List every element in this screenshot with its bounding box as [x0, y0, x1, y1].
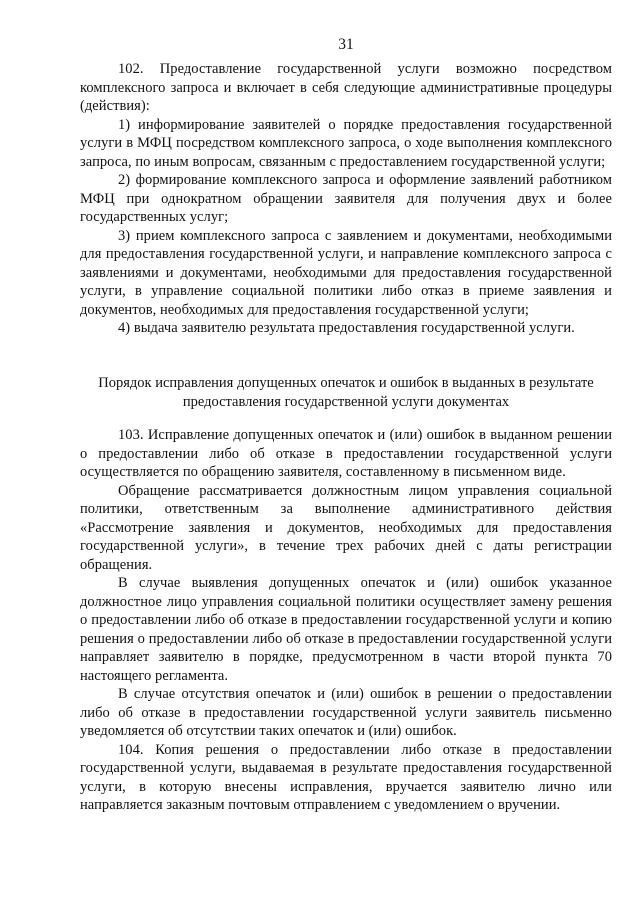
page-number: 31: [338, 36, 354, 53]
section-104-paragraph: 104. Копия решения о предоставлении либо отказе в предоставлении государственной услуги, выдаваемая в результате предоставления государственной услуги, в которую внесены исправления, вручается заявителю лично или направляется заказным почтовым отправлением с уведомлением о вручении.: [80, 741, 612, 813]
section-103: [80, 426, 612, 815]
section-102-intro: 102. Предоставление государственной услуги возможно посредством комплексного запроса и включает в себя следующие административные процедуры (действия):: [80, 61, 612, 114]
section-102-item-2: 2) формирование комплексного запроса и оформление заявлений работником МФЦ при однократном обращении заявителя для получения двух и более государственных услуг;: [80, 172, 612, 225]
section-103-paragraph-2: Обращение рассматривается должностным лицом управления социальной политики, ответственным за выполнение административного действия «Рассмотрение заявления и документов, необходимых для предоставления государственной услуги», в течение трех рабочих дней с даты регистрации обращения.: [80, 482, 612, 573]
section-102-item-4: 4) выдача заявителю результата предоставления государственной услуги.: [118, 320, 575, 336]
section-102: [80, 60, 612, 338]
section-102-item-1: 1) информирование заявителей о порядке предоставления государственной услуги в МФЦ посредством комплексного запроса, о ходе выполнения комплексного запроса, по иным вопросам, связанным с предоставлением государственной услуги;: [80, 116, 612, 170]
section-103-paragraph-3: В случае выявления допущенных опечаток и (или) ошибок указанное должностное лицо управления социальной политики осуществляет замену решения о предоставлении либо об отказе в предоставлении государственной услуги и копию решения о предоставлении либо об отказе в предоставлении государственной услуги направляет заявителю в порядке, предусмотренном в части второй пункта 70 настоящего регламента.: [80, 575, 612, 684]
section-heading: Порядок исправления допущенных опечаток и ошибок в выданных в результате предоставления государственной услуги документах: [98, 375, 594, 410]
section-102-item-3: 3) прием комплексного запроса с заявлением и документами, необходимыми для предоставления государственной услуги, и направление комплексного запроса с заявлениями и документами, необходимыми для предоставления государственной услуги, в управление социальной политики либо отказ в приеме заявления и документов, необходимых для предоставления государственной услуги;: [80, 227, 612, 318]
section-103-paragraph-1: 103. Исправление допущенных опечаток и (или) ошибок в выданном решении о предоставлении либо об отказе в предоставлении государственной услуги осуществляется по обращению заявителя, составленному в письменном виде.: [80, 427, 612, 480]
section-103-paragraph-4: В случае отсутствия опечаток и (или) ошибок в решении о предоставлении либо об отказе в предоставлении государственной услуги заявитель письменно уведомляется об отсутствии таких опечаток и (или) ошибок.: [80, 686, 612, 739]
